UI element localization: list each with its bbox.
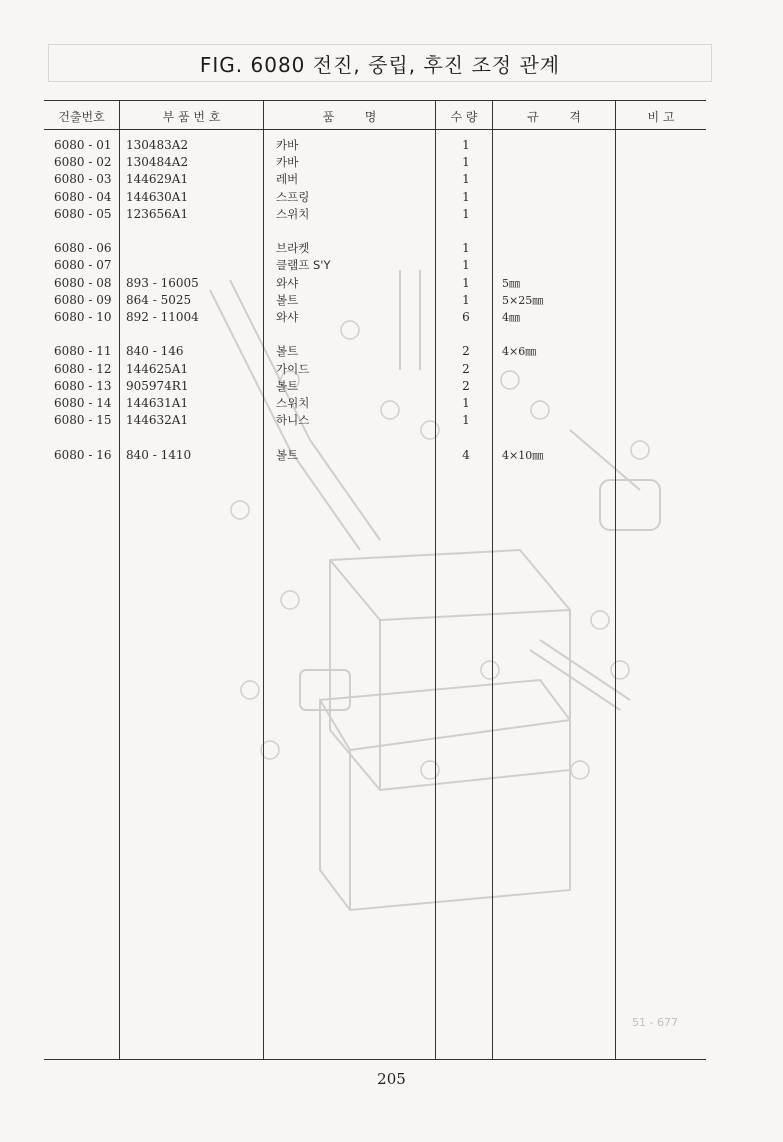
part-name: 하니스 — [276, 413, 310, 428]
part-entry-number: 6080 - 15 — [54, 413, 112, 428]
part-number: 144632A1 — [126, 413, 189, 428]
column-divider — [119, 100, 120, 1060]
part-entry-number: 6080 - 05 — [54, 206, 112, 221]
part-quantity: 1 — [462, 413, 470, 428]
part-number: 864 - 5025 — [126, 292, 192, 307]
part-quantity: 1 — [462, 292, 470, 307]
part-quantity: 1 — [462, 258, 470, 273]
part-entry-number: 6080 - 14 — [54, 396, 112, 410]
part-quantity: 4 — [462, 447, 470, 462]
part-entry-number: 6080 - 03 — [54, 172, 112, 187]
part-entry-number: 6080 - 16 — [54, 447, 112, 462]
part-number: 144631A1 — [126, 396, 189, 410]
part-number: 144625A1 — [126, 361, 189, 376]
part-number: 130484A2 — [126, 155, 189, 170]
table-top-rule — [44, 100, 706, 101]
part-number: 840 - 1410 — [126, 447, 192, 462]
figure-title: FIG. 6080 전진, 중립, 후진 조정 관계 — [48, 44, 712, 82]
part-number: 905974R1 — [126, 378, 189, 393]
part-name: 스위치 — [276, 396, 310, 410]
part-name: 와샤 — [276, 310, 299, 324]
figure-code: 51 - 677 — [632, 1016, 678, 1029]
table-bottom-rule — [44, 1059, 706, 1060]
part-spec: 5㎜ — [502, 276, 520, 290]
part-entry-number: 6080 - 07 — [54, 258, 112, 273]
part-entry-number: 6080 - 11 — [54, 344, 112, 359]
part-entry-number: 6080 - 06 — [54, 241, 112, 256]
part-spec: 5×25㎜ — [502, 293, 544, 307]
part-entry-number: 6080 - 13 — [54, 378, 112, 393]
header-quantity: 수 량 — [450, 109, 478, 124]
table-header-rule — [44, 129, 706, 130]
part-name: 카바 — [276, 138, 299, 152]
part-quantity: 1 — [462, 155, 470, 170]
part-name: 가이드 — [276, 361, 310, 376]
part-name: 볼트 — [276, 447, 299, 462]
part-name: 볼트 — [276, 378, 299, 393]
part-name: 볼트 — [276, 344, 299, 359]
part-number: 893 - 16005 — [126, 275, 199, 290]
header-number: 건출번호 — [58, 109, 105, 124]
part-name: 와샤 — [276, 275, 299, 290]
part-quantity: 1 — [462, 275, 470, 290]
part-number: 892 - 11004 — [126, 310, 199, 324]
part-number: 144630A1 — [126, 189, 189, 204]
part-entry-number: 6080 - 08 — [54, 275, 112, 290]
part-spec: 4×6㎜ — [502, 345, 537, 359]
part-spec: 4㎜ — [502, 311, 520, 324]
column-divider — [263, 100, 264, 1060]
part-name: 스위치 — [276, 206, 310, 221]
part-quantity: 1 — [462, 138, 470, 152]
part-quantity: 1 — [462, 206, 470, 221]
part-quantity: 2 — [462, 361, 470, 376]
part-number: 144629A1 — [126, 172, 189, 187]
part-number: 123656A1 — [126, 206, 189, 221]
part-name: 스프링 — [276, 189, 310, 204]
part-entry-number: 6080 - 12 — [54, 361, 112, 376]
part-name: 카바 — [276, 155, 299, 170]
part-name: 브라켓 — [276, 241, 310, 256]
part-entry-number: 6080 - 01 — [54, 138, 112, 152]
header-note: 비 고 — [647, 109, 675, 124]
part-entry-number: 6080 - 10 — [54, 310, 112, 324]
column-divider — [615, 100, 616, 1060]
column-divider — [435, 100, 436, 1060]
part-number: 130483A2 — [126, 138, 189, 152]
part-quantity: 1 — [462, 241, 470, 256]
part-quantity: 1 — [462, 396, 470, 410]
column-divider — [492, 100, 493, 1060]
part-quantity: 2 — [462, 344, 470, 359]
header-part-number: 부 품 번 호 — [162, 109, 221, 124]
header-name: 품 명 — [322, 109, 377, 124]
part-entry-number: 6080 - 09 — [54, 292, 112, 307]
part-name: 클램프 S'Y — [276, 258, 331, 273]
header-spec: 규 격 — [527, 109, 581, 124]
part-quantity: 2 — [462, 378, 470, 393]
exploded-diagram-watermark — [100, 250, 680, 950]
part-spec: 4×10㎜ — [502, 448, 544, 462]
part-quantity: 6 — [462, 310, 470, 324]
part-quantity: 1 — [462, 172, 470, 187]
part-entry-number: 6080 - 04 — [54, 189, 112, 204]
part-name: 볼트 — [276, 292, 299, 307]
part-name: 레버 — [276, 172, 299, 187]
part-quantity: 1 — [462, 189, 470, 204]
part-number: 840 - 146 — [126, 344, 184, 359]
part-entry-number: 6080 - 02 — [54, 155, 112, 170]
page-number: 205 — [377, 1070, 406, 1088]
